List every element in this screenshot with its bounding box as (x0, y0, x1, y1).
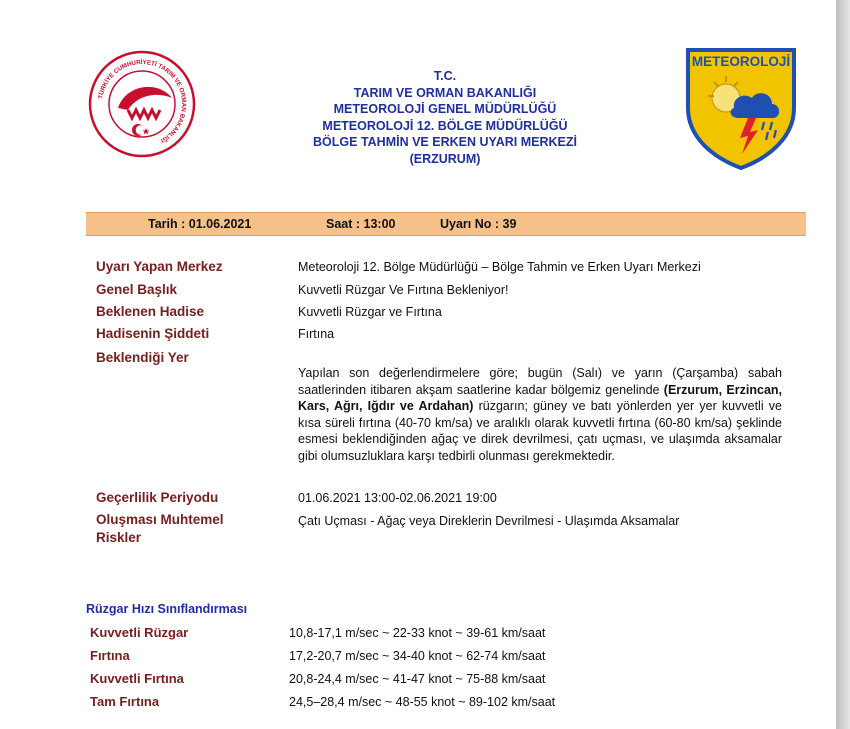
risks-value: Çatı Uçması - Ağaç veya Direklerin Devrilmesi - Ulaşımda Aksamalar (298, 514, 680, 528)
header-line-ministry: TARIM VE ORMAN BAKANLIĞI (353, 85, 537, 100)
wind-class-label: Tam Fırtına (90, 694, 160, 709)
wind-class-label: Kuvvetli Rüzgar (90, 625, 189, 640)
event-label: Beklenen Hadise (96, 304, 205, 319)
warning-number: Uyarı No : 39 (440, 217, 517, 231)
warning-info-bar (86, 212, 806, 236)
meteoroloji-logo-text: METEOROLOJİ (691, 54, 791, 69)
document-header (260, 68, 630, 167)
wind-class-value: 24,5–28,4 m/sec ~ 48-55 knot ~ 89-102 km/saat (289, 695, 556, 709)
risks-label-line-2: Riskler (96, 530, 142, 545)
wind-class-label: Kuvvetli Fırtına (90, 671, 184, 686)
severity-label: Hadisenin Şiddeti (96, 326, 210, 341)
validity-value: 01.06.2021 13:00-02.06.2021 19:00 (298, 491, 497, 505)
ministry-seal-logo (88, 50, 196, 158)
warning-date: Tarih : 01.06.2021 (148, 217, 252, 231)
warning-description (298, 365, 782, 464)
place-label: Beklendiği Yer (96, 350, 189, 365)
wind-classification-title: Rüzgar Hızı Sınıflandırması (86, 602, 248, 616)
header-line-center: BÖLGE TAHMİN VE ERKEN UYARI MERKEZİ (313, 135, 577, 149)
meteoroloji-logo (684, 46, 798, 172)
wind-class-label: Fırtına (90, 648, 130, 663)
warning-time: Saat : 13:00 (326, 217, 396, 231)
title-label: Genel Başlık (96, 282, 178, 297)
center-value: Meteoroloji 12. Bölge Müdürlüğü – Bölge Tahmin ve Erken Uyarı Merkezi (298, 260, 701, 274)
header-line-directorate: METEOROLOJİ GENEL MÜDÜRLÜĞÜ (333, 102, 557, 116)
page-edge-shadow (836, 0, 850, 729)
title-value: Kuvvetli Rüzgar Ve Fırtına Bekleniyor! (298, 283, 509, 297)
header-line-region: METEOROLOJİ 12. BÖLGE MÜDÜRLÜĞÜ (322, 118, 568, 133)
wind-class-value: 10,8-17,1 m/sec ~ 22-33 knot ~ 39-61 km/saat (289, 626, 546, 640)
wind-class-value: 20,8-24,4 m/sec ~ 41-47 knot ~ 75-88 km/saat (289, 672, 546, 686)
header-line-tc: T.C. (433, 69, 457, 83)
wind-class-value: 17,2-20,7 m/sec ~ 34-40 knot ~ 62-74 km/saat (289, 649, 546, 663)
severity-value: Fırtına (298, 327, 335, 341)
validity-label: Geçerlilik Periyodu (96, 490, 219, 505)
center-label: Uyarı Yapan Merkez (96, 259, 223, 274)
description-text-2: rüzgarın; güney ve batı yönlerden yer yer kuvvetli ve kısa süreli fırtına (40-70 km/sa) ve aralıklı olarak kuvvetli fırtına (60-80 km/sa) şeklinde esmesi beklendiğinden ağaç ve direk devrilmesi, çatı uçması, ve ulaşımda aksamalar gibi olumsuzluklara karşı tedbirli olunması gerekmektedir. (298, 399, 782, 463)
description-text-1: Yapılan son değerlendirmelere göre; bugün (Salı) ve yarın (Çarşamba) sabah saatlerinden itibaren akşam saatlerine kadar bölgemiz genelinde (298, 366, 782, 397)
seal-text: TÜRKİYE CUMHURİYETİ TARIM VE ORMAN BAKANLIĞI (97, 58, 188, 144)
risks-label-line-1: Oluşması Muhtemel (96, 512, 224, 527)
event-value: Kuvvetli Rüzgar ve Fırtına (298, 305, 442, 319)
description-provinces: (Erzurum, Erzincan, Kars, Ağrı, Iğdır ve Ardahan) (298, 382, 782, 413)
header-line-city: (ERZURUM) (409, 151, 481, 166)
